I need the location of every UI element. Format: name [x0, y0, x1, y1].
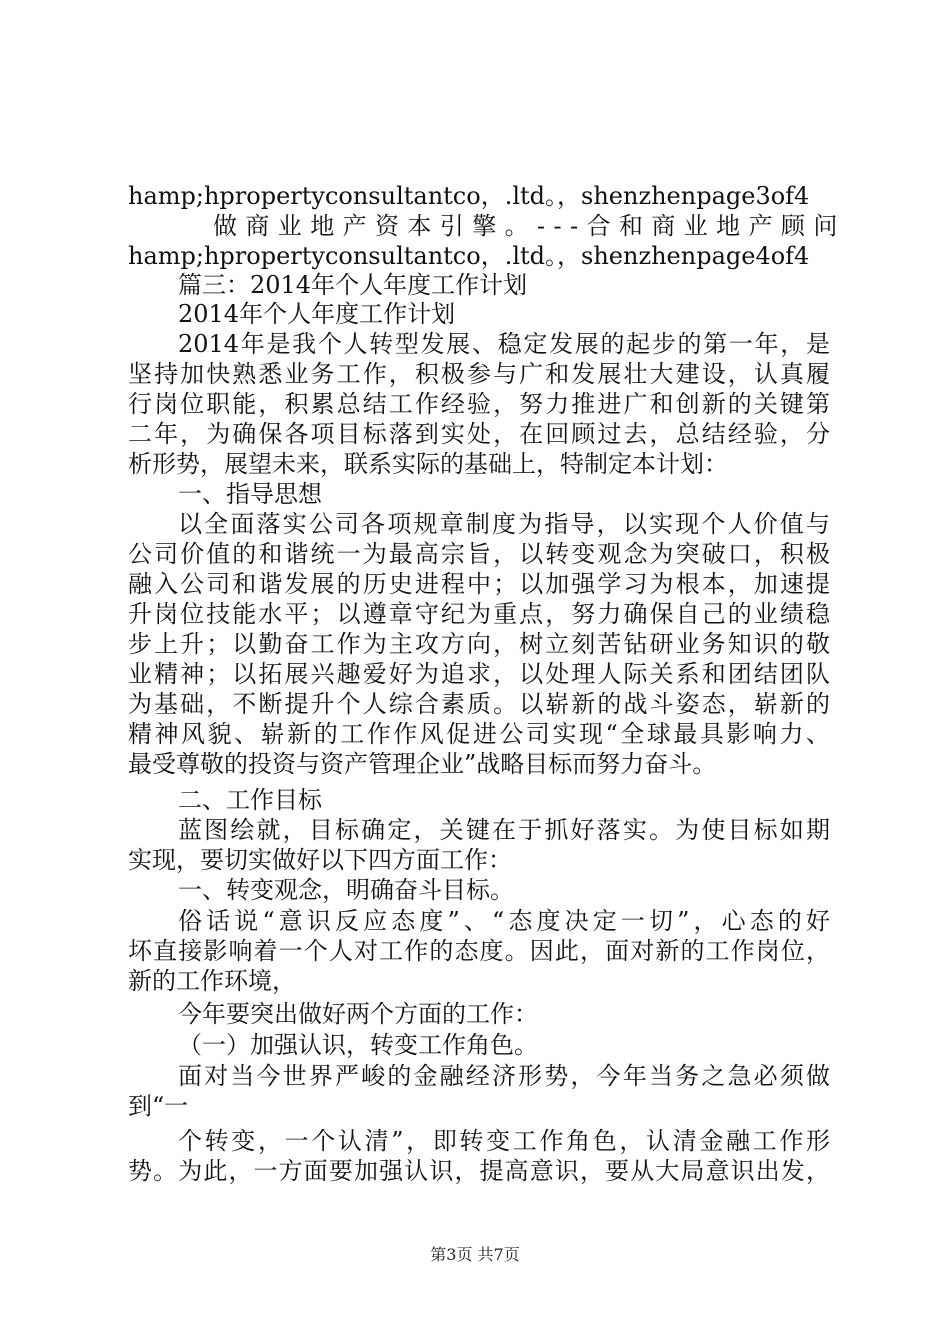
- text-line-2: 做商业地产资本引擎。---合和商业地产顾问: [213, 212, 846, 240]
- paragraph-line: 到“一: [128, 1092, 189, 1120]
- paragraph-line: 最受尊敬的投资与资产管理企业”战略目标而努力奋斗。: [128, 750, 717, 778]
- paragraph-line: 实现，要切实做好以下四方面工作：: [128, 846, 512, 874]
- paragraph-line: 升岗位技能水平；以遵章守纪为重点，努力确保自己的业绩稳: [128, 600, 830, 628]
- document-title: 2014年个人年度工作计划: [178, 300, 456, 328]
- paragraph-line: 为基础，不断提升个人综合素质。以崭新的战斗姿态，崭新的: [128, 690, 830, 718]
- paragraph-line: 2014年是我个人转型发展、稳定发展的起步的第一年，是: [178, 330, 830, 358]
- paragraph-line: 以全面落实公司各项规章制度为指导，以实现个人价值与: [178, 510, 830, 538]
- subheading-work-goals: 二、工作目标: [178, 786, 322, 814]
- section-heading: 篇三：2014年个人年度工作计划: [178, 271, 528, 299]
- paragraph-line: 个转变，一个认清”，即转变工作角色，认清金融工作形: [178, 1127, 830, 1155]
- subheading-strengthen-awareness: （一）加强认识，转变工作角色。: [178, 1031, 538, 1059]
- text-line-3: hamp;hpropertyconsultantco，.ltd。，shenzhenpage4of4: [128, 242, 810, 270]
- paragraph-line: 行岗位职能，积累总结工作经验，努力推进广和创新的关键第: [128, 390, 830, 418]
- paragraph-line: 俗话说“意识反应态度”、“态度决定一切”，心态的好: [178, 907, 830, 935]
- paragraph-line: 今年要突出做好两个方面的工作：: [178, 1000, 538, 1028]
- paragraph-line: 坚持加快熟悉业务工作，积极参与广和发展壮大建设，认真履: [128, 360, 830, 388]
- paragraph-line: 蓝图绘就，目标确定，关键在于抓好落实。为使目标如期: [178, 816, 830, 844]
- paragraph-line: 面对当今世界严峻的金融经济形势，今年当务之急必须做: [178, 1062, 830, 1090]
- subheading-change-mindset: 一、转变观念，明确奋斗目标。: [178, 876, 514, 904]
- paragraph-line: 公司价值的和谐统一为最高宗旨，以转变观念为突破口，积极: [128, 540, 830, 568]
- subheading-guiding-ideas: 一、指导思想: [178, 480, 322, 508]
- paragraph-line: 精神风貌、崭新的工作作风促进公司实现“全球最具影响力、: [128, 720, 830, 748]
- paragraph-line: 二年，为确保各项目标落到实处，在回顾过去，总结经验，分: [128, 420, 830, 448]
- text-line-1: hamp;hpropertyconsultantco，.ltd。，shenzhenpage3of4: [128, 182, 810, 210]
- paragraph-line: 析形势，展望未来，联系实际的基础上，特制定本计划：: [128, 450, 728, 478]
- paragraph-line: 业精神；以拓展兴趣爱好为追求，以处理人际关系和团结团队: [128, 660, 830, 688]
- paragraph-line: 势。为此，一方面要加强认识，提高意识，要从大局意识出发，: [128, 1157, 830, 1185]
- paragraph-line: 步上升；以勤奋工作为主攻方向，树立刻苦钻研业务知识的敬: [128, 630, 830, 658]
- paragraph-line: 新的工作环境，: [128, 967, 296, 995]
- page-number-footer: 第3页 共7页: [430, 1245, 520, 1264]
- paragraph-line: 坏直接影响着一个人对工作的态度。因此，面对新的工作岗位，: [128, 937, 830, 965]
- paragraph-line: 融入公司和谐发展的历史进程中；以加强学习为根本，加速提: [128, 570, 830, 598]
